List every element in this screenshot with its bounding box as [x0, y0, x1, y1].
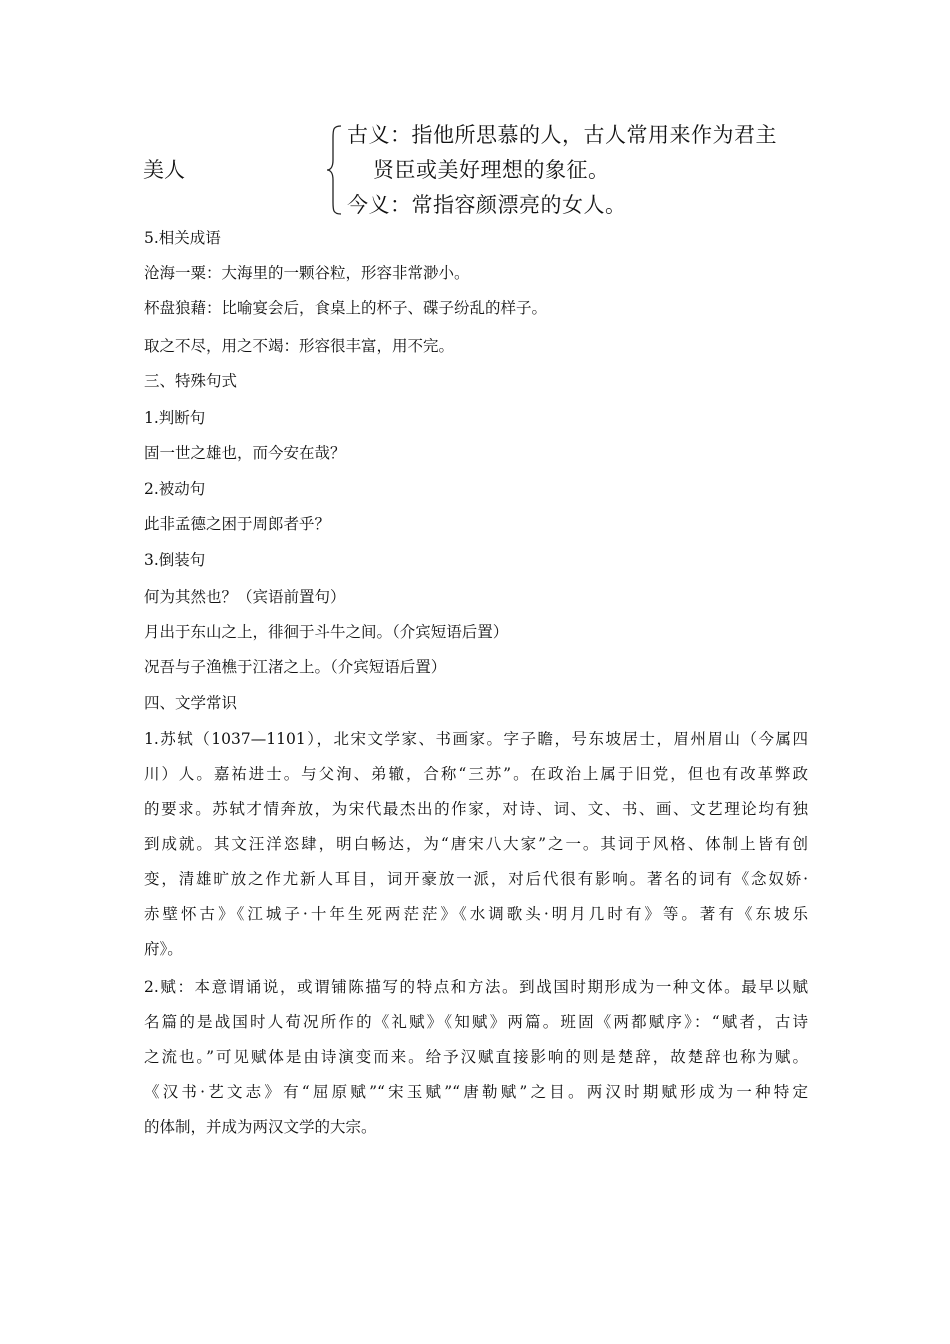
paragraph-line: 变，清雄旷放之作尤新人耳目，词开豪放一派，对后代很有影响。著名的词有《念奴娇·	[144, 870, 808, 888]
fu-paragraph	[144, 977, 808, 1152]
gloss-old-meaning-line2: 贤臣或美好理想的象征。	[373, 158, 610, 182]
paragraph-line: 名篇的是战国时人荀况所作的《礼赋》《知赋》两篇。班固《两都赋序》：“赋者，古诗	[144, 1013, 808, 1031]
syntax-heading: 三、特殊句式	[144, 372, 238, 390]
paragraph-line: 《汉书·艺文志》有“屈原赋”“宋玉赋”“唐勒赋”之目。两汉时期赋形成为一种特定	[144, 1083, 808, 1101]
paragraph-line: 2.赋：本意谓诵说，或谓铺陈描写的特点和方法。到战国时期形成为一种文体。最早以赋	[144, 978, 808, 996]
paragraph-line: 川）人。嘉祐进士。与父洵、弟辙，合称“三苏”。在政治上属于旧党，但也有改革弊政	[144, 765, 808, 783]
paragraph-line: 的要求。苏轼才情奔放，为宋代最杰出的作家，对诗、词、文、书、画、文艺理论均有独	[144, 800, 808, 818]
left-brace-icon	[325, 124, 343, 216]
inversion-example: 月出于东山之上，徘徊于斗牛之间。（介宾短语后置）	[144, 623, 509, 641]
su-shi-paragraph	[144, 729, 808, 974]
passive-example: 此非孟德之困于周郎者乎？	[144, 515, 331, 533]
literature-heading: 四、文学常识	[144, 694, 238, 712]
paragraph-line: 府》。	[144, 940, 183, 958]
inversion-example: 何为其然也？（宾语前置句）	[144, 588, 346, 606]
passive-heading: 2.被动句	[144, 480, 206, 498]
inversion-heading: 3.倒装句	[144, 551, 206, 569]
paragraph-line: 的体制，并成为两汉文学的大宗。	[144, 1118, 377, 1136]
paragraph-line: 赤壁怀古》《江城子·十年生死两茫茫》《水调歌头·明月几时有》等。著有《东坡乐	[144, 905, 808, 923]
paragraph-line: 1.苏轼（1037—1101），北宋文学家、书画家。字子瞻，号东坡居士，眉州眉山（今属四	[144, 730, 808, 748]
idiom-item: 杯盘狼藉：比喻宴会后，食桌上的杯子、碟子纷乱的样子。	[144, 299, 548, 317]
idioms-heading: 5.相关成语	[144, 229, 221, 247]
gloss-new-meaning: 今义：常指容颜漂亮的女人。	[347, 193, 627, 217]
paragraph-line: 到成就。其文汪洋恣肆，明白畅达，为“唐宋八大家”之一。其词于风格、体制上皆有创	[144, 835, 808, 853]
word-gloss-meiren	[143, 116, 777, 220]
idiom-item: 沧海一粟：大海里的一颗谷粒，形容非常渺小。	[144, 264, 470, 282]
judgment-example: 固一世之雄也，而今安在哉？	[144, 444, 346, 462]
idiom-item: 取之不尽，用之不竭：形容很丰富，用不完。	[144, 337, 455, 355]
judgment-heading: 1.判断句	[144, 409, 206, 427]
paragraph-line: 之流也。”可见赋体是由诗演变而来。给予汉赋直接影响的则是楚辞，故楚辞也称为赋。	[144, 1048, 808, 1066]
gloss-term: 美人	[143, 158, 185, 182]
gloss-old-meaning-line1: 古义：指他所思慕的人，古人常用来作为君主	[347, 123, 777, 147]
inversion-example: 况吾与子渔樵于江渚之上。（介宾短语后置）	[144, 658, 447, 676]
